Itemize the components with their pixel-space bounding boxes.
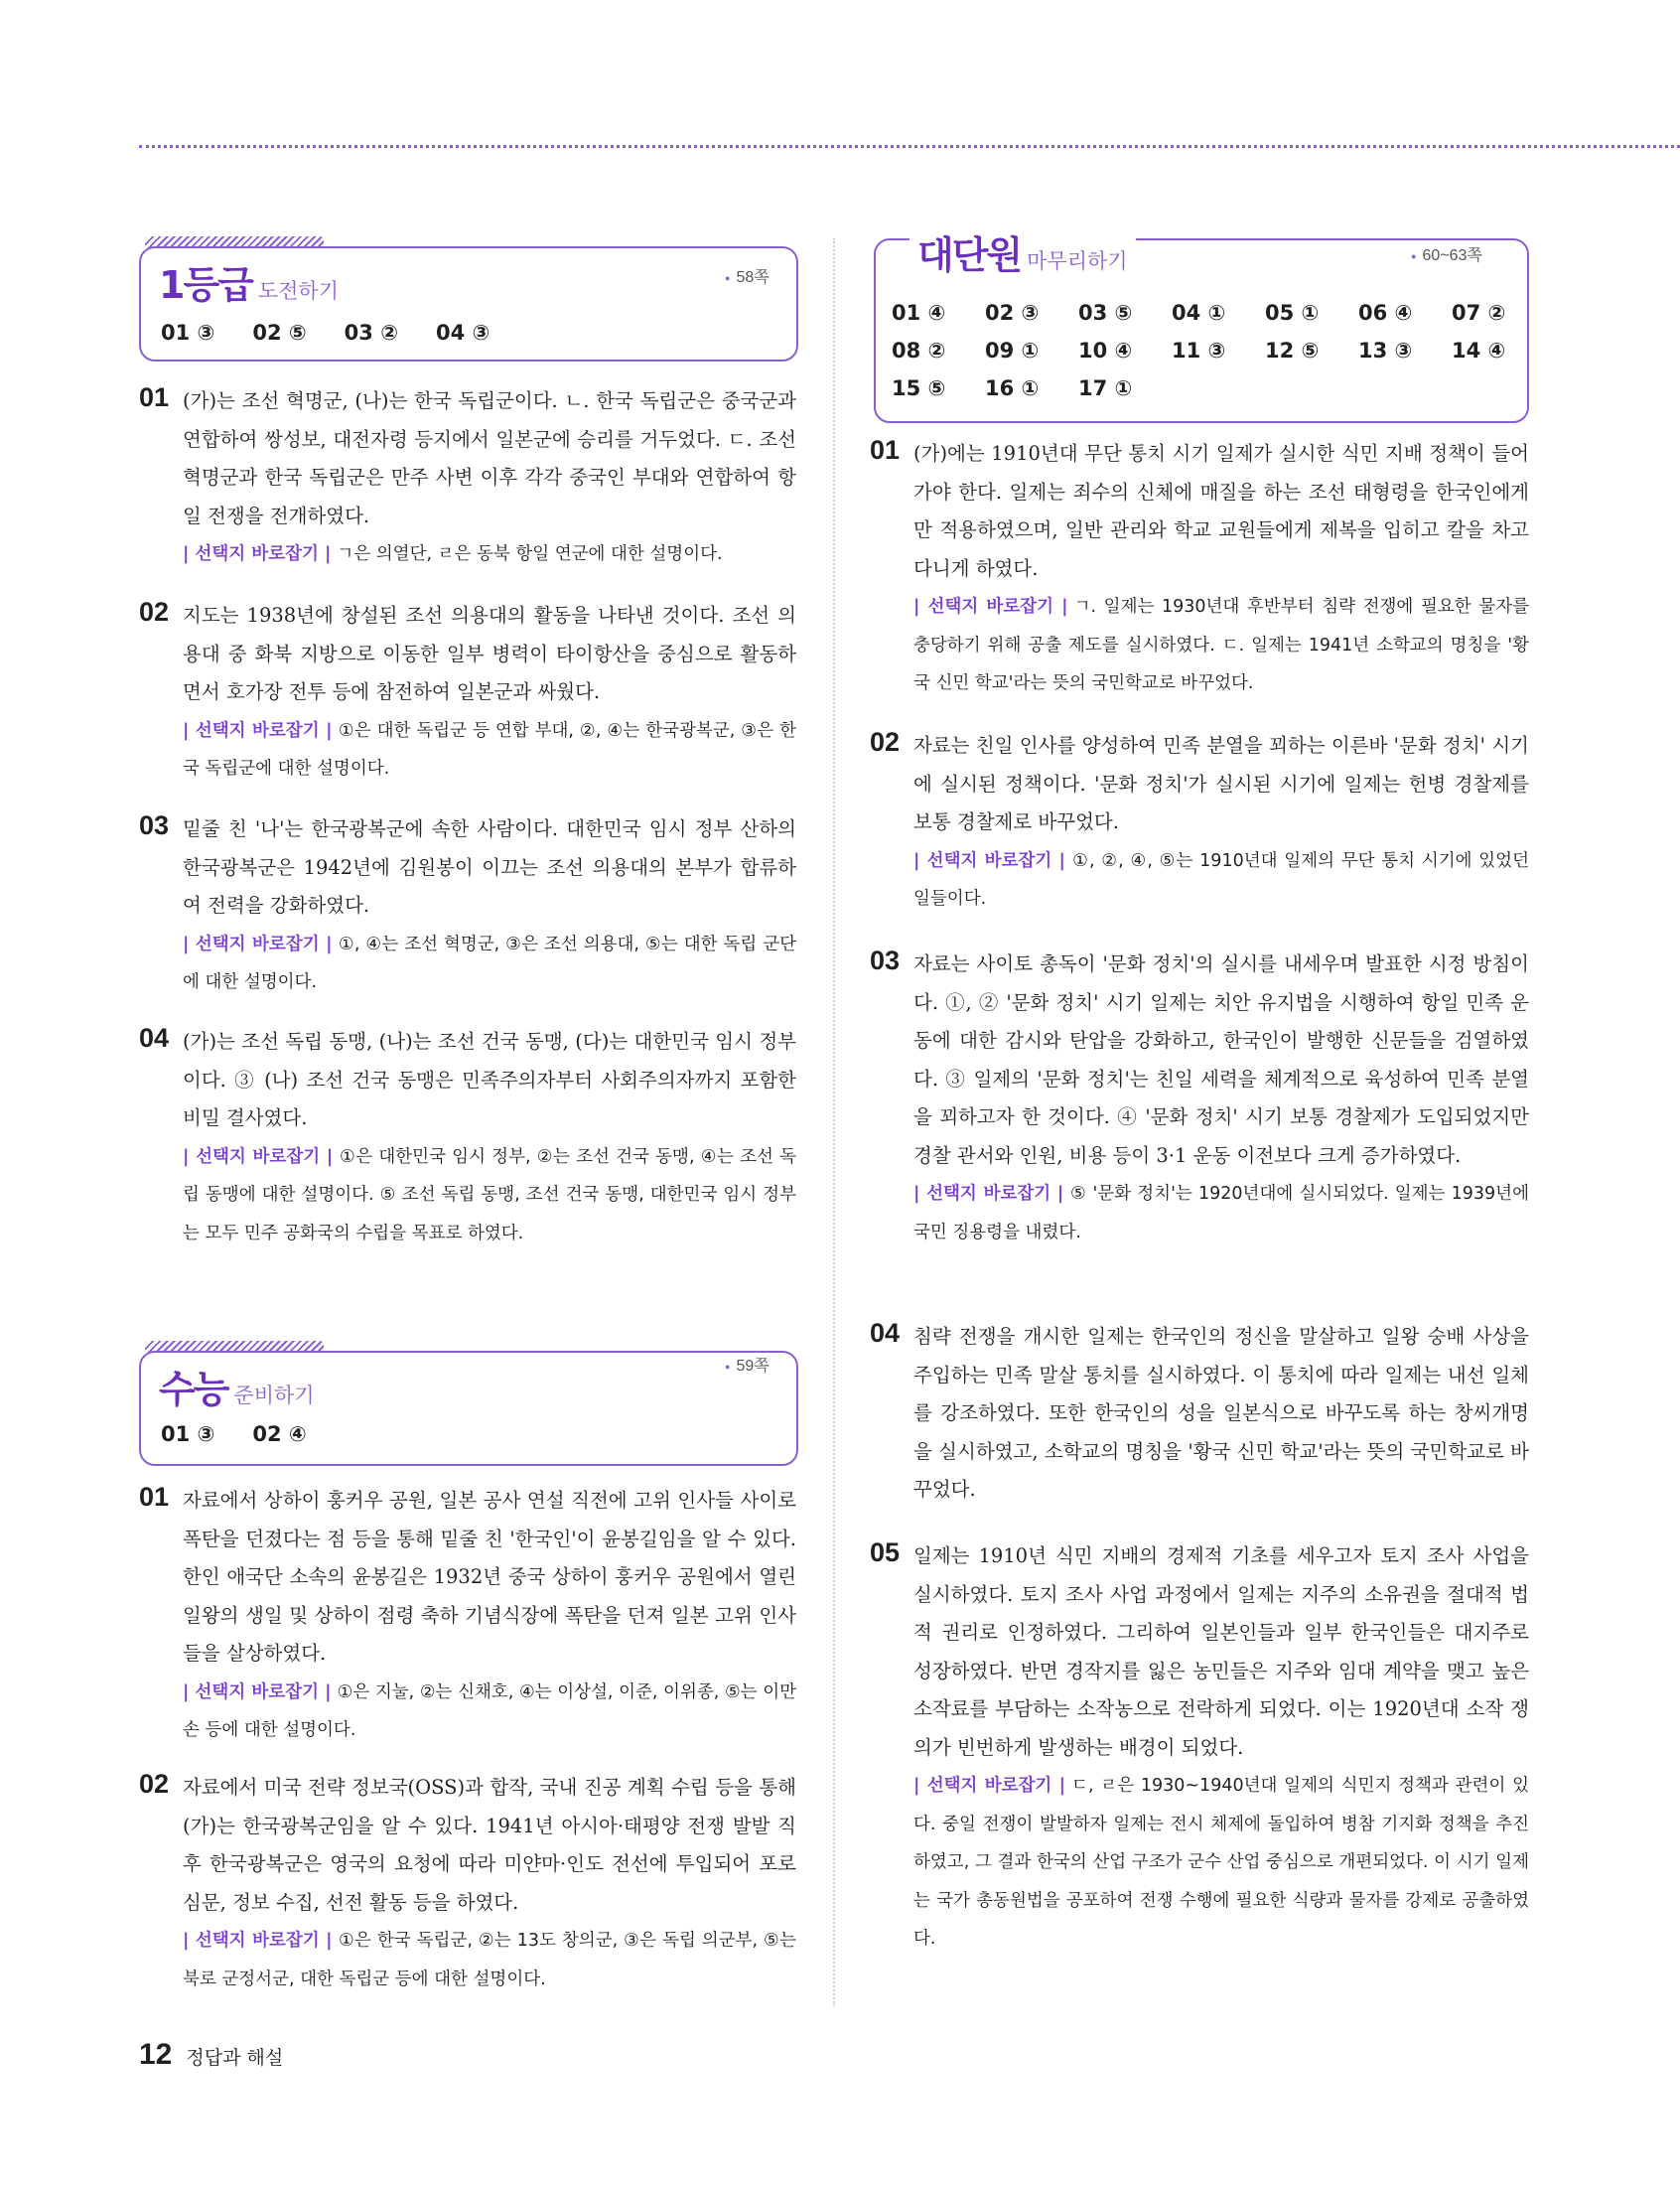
top-dotted-rule [139,145,1680,148]
box1-item-04 [139,1023,796,1252]
choice-correction-text: ⑤ '문화 정치'는 1920년대에 실시되었다. 일제는 1939년에 국민 징용령을 내렸다. [913,1184,1529,1242]
box2-page-ref: ● 59쪽 [725,1353,770,1376]
answer-item: 11 ③ [1172,339,1226,363]
box2-title [159,1359,315,1413]
box2-title-big: 수능 [159,1368,228,1411]
question-explanation: 밑줄 친 '나'는 한국광복군에 속한 사람이다. 대한민국 임시 정부 산하의 한국광복군은 1942년에 김원봉이 이끄는 조선 의용대의 본부가 합류하여 전력을 강화하였다. [183,817,796,917]
choice-correction-tag: | 선택지 바로잡기 | [183,1147,333,1167]
box1-page-ref: ● 58쪽 [725,264,770,287]
choice-correction [183,1138,796,1253]
box1-title-big: 1등급 [159,263,252,307]
page-footer [139,2038,283,2072]
answer-item: 15 ⑤ [892,376,946,400]
box3-title [910,224,1136,279]
answer-item: 03 ⑤ [1078,301,1133,325]
choice-correction-tag: | 선택지 바로잡기 | [183,544,331,564]
question-explanation: 자료는 사이토 총독이 '문화 정치'의 실시를 내세우며 발표한 시정 방침이다. ①, ② '문화 정치' 시기 일제는 치안 유지법을 시행하여 항일 민족 운동에 대한 감시와 탄압을 강화하고, 한국인이 발행한 신문들을 검열하였다. ③ 일제의 '문화 정치'는 친일 세력을 체계적으로 육성하여 민족 분열을 꾀하고자 한 것이다. ④ '문화 정치' 시기 보통 경찰제가 도입되었지만 경찰 관서와 인원, 비용 등이 3·1 운동 이전보다 크게 증가하였다. [913,952,1529,1167]
box1-answers [161,314,527,352]
choice-correction-tag: | 선택지 바로잡기 | [913,1184,1063,1204]
box1-title-small: 도전하기 [257,279,340,303]
question-number: 03 [870,946,901,975]
choice-correction-text: ㄷ, ㄹ은 1930~1940년대 일제의 식민지 정책과 관련이 있다. 중일 전쟁이 발발하자 일제는 전시 체제에 돌입하여 병참 기지화 정책을 추진하였고, 그 결과 한국의 산업 구조가 군수 산업 중심으로 개편되었다. 이 시기 일제는 국가 총동원법을 공포하여 전쟁 수행에 필요한 식량과 물자를 강제로 공출하였다. [913,1776,1530,1949]
choice-correction-tag: | 선택지 바로잡기 | [183,1682,332,1702]
box3-item-04 [870,1318,1529,1510]
answer-item: 12 ⑤ [1265,339,1320,363]
answer-item: 10 ④ [1078,339,1133,363]
question-explanation: (가)에는 1910년대 무단 통치 시기 일제가 실시한 식민 지배 정책이 들어가야 한다. 일제는 죄수의 신체에 매질을 하는 조선 태형령을 한국인에게만 적용하였으며, 일반 관리와 학교 교원들에게 제복을 입히고 칼을 차고 다니게 하였다. [913,442,1529,580]
choice-correction [183,1922,796,1998]
answer-item: 14 ④ [1452,339,1506,363]
choice-correction [913,1175,1529,1251]
choice-correction-text: ①, ④는 조선 혁명군, ③은 조선 의용대, ⑤는 대한 독립 군단에 대한 설명이다. [183,934,797,992]
question-explanation: 자료에서 상하이 훙커우 공원, 일본 공사 연설 직전에 고위 인사들 사이로 폭탄을 던졌다는 점 등을 통해 밑줄 친 '한국인'이 윤봉길임을 알 수 있다. 한인 애국단 소속의 윤봉길은 1932년 중국 상하이 훙커우 공원에서 열린 일왕의 생일 및 상하이 점령 축하 기념식장에 폭탄을 던져 일본 고위 인사들을 살상하였다. [183,1489,796,1665]
question-number: 05 [870,1537,901,1567]
choice-correction [913,588,1529,703]
box1-item-01 [139,382,796,574]
question-explanation: (가)는 조선 독립 동맹, (나)는 조선 건국 동맹, (다)는 대한민국 임시 정부이다. ③ (나) 조선 건국 동맹은 민족주의자부터 사회주의자까지 포함한 비밀 결사였다. [183,1030,796,1129]
question-number: 02 [139,597,170,627]
question-number: 02 [870,727,901,757]
question-number: 04 [139,1023,170,1053]
page-number: 12 [139,2038,173,2071]
answer-item: 16 ① [985,376,1040,400]
answer-item: 08 ② [892,339,946,363]
box3-title-big: 대단원 [917,233,1022,277]
question-explanation: 자료에서 미국 전략 정보국(OSS)과 합작, 국내 진공 계획 수립 등을 통해 (가)는 한국광복군임을 알 수 있다. 1941년 아시아·태평양 전쟁 발발 직후 한국광복군은 영국의 요청에 따라 미얀마·인도 전선에 투입되어 포로 심문, 정보 수집, 선전 활동 등을 하였다. [183,1776,796,1914]
choice-correction-text: ①은 한국 독립군, ②는 13도 창의군, ③은 독립 의군부, ⑤는 북로 군정서군, 대한 독립군 등에 대한 설명이다. [183,1931,796,1989]
question-number: 01 [870,435,901,465]
box3-page-ref: ● 60~63쪽 [1411,242,1482,265]
question-explanation: (가)는 조선 혁명군, (나)는 한국 독립군이다. ㄴ. 한국 독립군은 중국군과 연합하여 쌍성보, 대전자령 등지에서 일본군에 승리를 거두었다. ㄷ. 조선 혁명군과 한국 독립군은 만주 사변 이후 각각 중국인 부대와 연합하여 항일 전쟁을 전개하였다. [183,389,796,527]
choice-correction [183,1674,796,1750]
question-number: 01 [139,382,170,412]
choice-correction-tag: | 선택지 바로잡기 | [913,1776,1065,1796]
box1-title [159,254,339,309]
question-explanation: 지도는 1938년에 창설된 조선 의용대의 활동을 나타낸 것이다. 조선 의용대 중 화북 지방으로 이동한 일부 병력이 타이항산을 중심으로 활동하면서 호가장 전투 등에 참전하여 일본군과 싸웠다. [183,604,796,703]
answer-item: 02 ⑤ [252,321,307,345]
answer-item: 03 ② [344,321,398,345]
box1-item-03 [139,810,796,1002]
question-explanation: 침략 전쟁을 개시한 일제는 한국인의 정신을 말살하고 일왕 숭배 사상을 주입하는 민족 말살 통치를 실시하였다. 이 통치에 따라 일제는 내선 일체를 강조하였다. 또한 한국인의 성을 일본식으로 바꾸도록 하는 창씨개명을 실시하였고, 소학교의 명칭을 '황국 신민 학교'라는 뜻의 국민학교로 바꾸었다. [913,1325,1529,1501]
box3-item-05 [870,1537,1529,1959]
box2-item-02 [139,1769,796,1998]
choice-correction [913,842,1529,919]
choice-correction-tag: | 선택지 바로잡기 | [183,1931,333,1951]
box2-title-small: 준비하기 [233,1384,315,1407]
choice-correction-text: ①은 대한민국 임시 정부, ②는 조선 건국 동맹, ④는 조선 독립 동맹에 대한 설명이다. ⑤ 조선 독립 동맹, 조선 건국 동맹, 대한민국 임시 정부는 모두 민주 공화국의 수립을 목표로 하였다. [183,1146,797,1243]
answer-item: 06 ④ [1358,301,1413,325]
box3-title-small: 마무리하기 [1027,249,1128,273]
question-explanation: 자료는 친일 인사를 양성하여 민족 분열을 꾀하는 이른바 '문화 정치' 시기에 실시된 정책이다. '문화 정치'가 실시된 시기에 일제는 헌병 경찰제를 보통 경찰제로 바꾸었다. [913,734,1529,833]
choice-correction-text: ㄱ. 일제는 1930년대 후반부터 침략 전쟁에 필요한 물자를 충당하기 위해 공출 제도를 실시하였다. ㄷ. 일제는 1941년 소학교의 명칭을 '황국 신민 학교'라는 뜻의 국민학교로 바꾸었다. [913,597,1530,693]
footer-label: 정답과 해설 [186,2047,284,2069]
box2-answers [161,1415,345,1453]
box3-item-01 [870,435,1529,703]
choice-correction-tag: | 선택지 바로잡기 | [913,851,1065,871]
answer-item: 07 ② [1452,301,1506,325]
choice-correction-text: ①은 대한 독립군 등 연합 부대, ②, ④는 한국광복군, ③은 한국 독립군에 대한 설명이다. [183,720,797,779]
question-number: 02 [139,1769,170,1799]
answer-item: 04 ① [1172,301,1226,325]
box3-item-02 [870,727,1529,919]
answer-item: 17 ① [1078,376,1133,400]
question-number: 04 [870,1318,901,1348]
answer-item: 02 ③ [985,301,1040,325]
question-number: 01 [139,1482,170,1512]
question-number: 03 [139,810,170,840]
choice-correction [183,535,796,574]
box2-item-01 [139,1482,796,1750]
answer-item: 05 ① [1265,301,1320,325]
choice-correction [183,926,796,1002]
box3-answers [892,294,1545,407]
box3-item-03 [870,946,1529,1251]
answer-item: 01 ③ [161,1422,215,1446]
choice-correction-tag: | 선택지 바로잡기 | [183,935,332,954]
column-divider [833,238,835,2006]
choice-correction-text: ①은 지눌, ②는 신채호, ④는 이상설, 이준, 이위종, ⑤는 이만손 등에 대한 설명이다. [183,1681,797,1740]
box1-item-02 [139,597,796,789]
answer-item: 09 ① [985,339,1040,363]
question-explanation: 일제는 1910년 식민 지배의 경제적 기초를 세우고자 토지 조사 사업을 실시하였다. 토지 조사 사업 과정에서 일제는 지주의 소유권을 절대적 법적 권리로 인정하였다. 그리하여 일본인들과 일부 한국인들은 대지주로 성장하였다. 반면 경작지를 잃은 농민들은 지주와 임대 계약을 맺고 높은 소작료를 부담하는 소작농으로 전락하게 되었다. 이는 1920년대 소작 쟁의가 빈번하게 발생하는 배경이 되었다. [913,1544,1529,1759]
answer-item: 01 ④ [892,301,946,325]
answer-item: 13 ③ [1358,339,1413,363]
answer-item: 01 ③ [161,321,215,345]
choice-correction-tag: | 선택지 바로잡기 | [913,597,1068,617]
answer-item: 02 ④ [252,1422,307,1446]
answer-item: 04 ③ [435,321,490,345]
choice-correction-text: ①, ②, ④, ⑤는 1910년대 일제의 무단 통치 시기에 있었던 일들이다. [913,850,1529,909]
choice-correction-tag: | 선택지 바로잡기 | [183,721,332,741]
choice-correction [913,1767,1529,1959]
choice-correction-text: ㄱ은 의열단, ㄹ은 동북 항일 연군에 대한 설명이다. [337,544,723,564]
choice-correction [183,712,796,789]
